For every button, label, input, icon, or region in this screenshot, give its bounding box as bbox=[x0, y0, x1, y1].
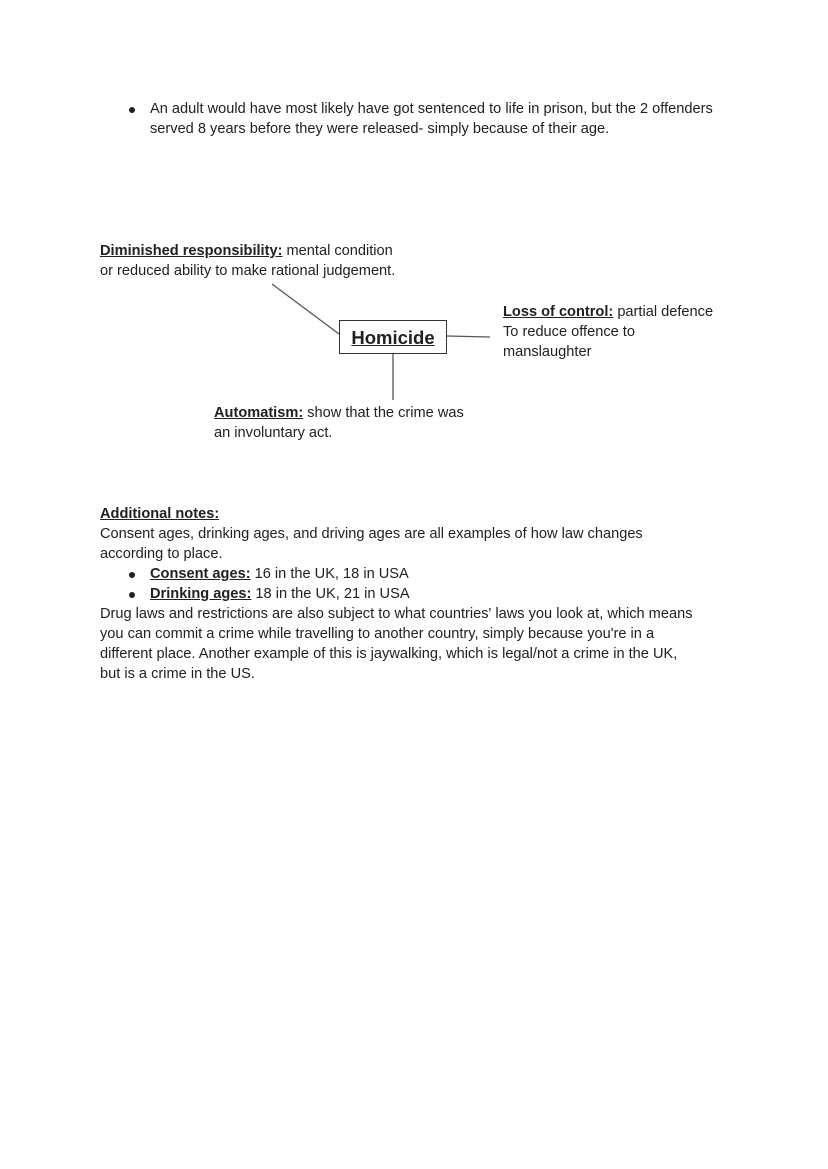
notes-para2-line2: you can commit a crime while travelling to another country, simply because you're in a bbox=[100, 626, 655, 642]
loss-text-1: partial defence bbox=[613, 304, 714, 320]
automatism-text-1: show that the crime was bbox=[303, 405, 464, 421]
bullet-icon bbox=[129, 572, 135, 578]
homicide-box: Homicide bbox=[339, 320, 447, 354]
diminished-line-1 bbox=[100, 241, 460, 261]
loss-of-control-block bbox=[503, 302, 743, 362]
notes-para2-line4: but is a crime in the US. bbox=[100, 666, 255, 682]
automatism-text-2: an involuntary act. bbox=[214, 425, 333, 441]
diminished-text-2: or reduced ability to make rational judgement. bbox=[100, 263, 396, 279]
drinking-label: Drinking ages: bbox=[150, 586, 252, 602]
notes-para1-line2: according to place. bbox=[100, 546, 223, 562]
list-item bbox=[150, 564, 740, 584]
list-item bbox=[150, 584, 740, 604]
loss-text-3: manslaughter bbox=[503, 344, 592, 360]
diminished-text-1: mental condition bbox=[282, 243, 393, 259]
consent-label: Consent ages: bbox=[150, 566, 251, 582]
automatism-block bbox=[214, 403, 514, 443]
consent-text: 16 in the UK, 18 in USA bbox=[250, 566, 409, 582]
diminished-label: Diminished responsibility: bbox=[100, 243, 283, 259]
bullet-icon bbox=[129, 592, 135, 598]
automatism-line-1 bbox=[214, 403, 514, 423]
additional-notes-section bbox=[100, 504, 740, 684]
drinking-text: 18 in the UK, 21 in USA bbox=[251, 586, 410, 602]
loss-line-1 bbox=[503, 302, 743, 322]
notes-para1-line1: Consent ages, drinking ages, and driving ages are all examples of how law changes bbox=[100, 526, 643, 542]
loss-label: Loss of control: bbox=[503, 304, 614, 320]
diminished-responsibility-block bbox=[100, 241, 460, 281]
notes-para2-line1: Drug laws and restrictions are also subject to what countries' laws you look at, which means bbox=[100, 606, 693, 622]
notes-para2-line3: different place. Another example of this is jaywalking, which is legal/not a crime in the UK, bbox=[100, 646, 678, 662]
connector-diminished bbox=[272, 284, 339, 334]
automatism-label: Automatism: bbox=[214, 405, 304, 421]
connector-loss-of-control bbox=[447, 336, 490, 337]
intro-bullet-text: An adult would have most likely have got sentenced to life in prison, but the 2 offenders served 8 years before they were released- simply because of their age. bbox=[150, 101, 713, 137]
notes-bullet-list bbox=[150, 564, 740, 604]
loss-text-2: To reduce offence to bbox=[503, 324, 635, 340]
notes-heading: Additional notes: bbox=[100, 506, 220, 522]
